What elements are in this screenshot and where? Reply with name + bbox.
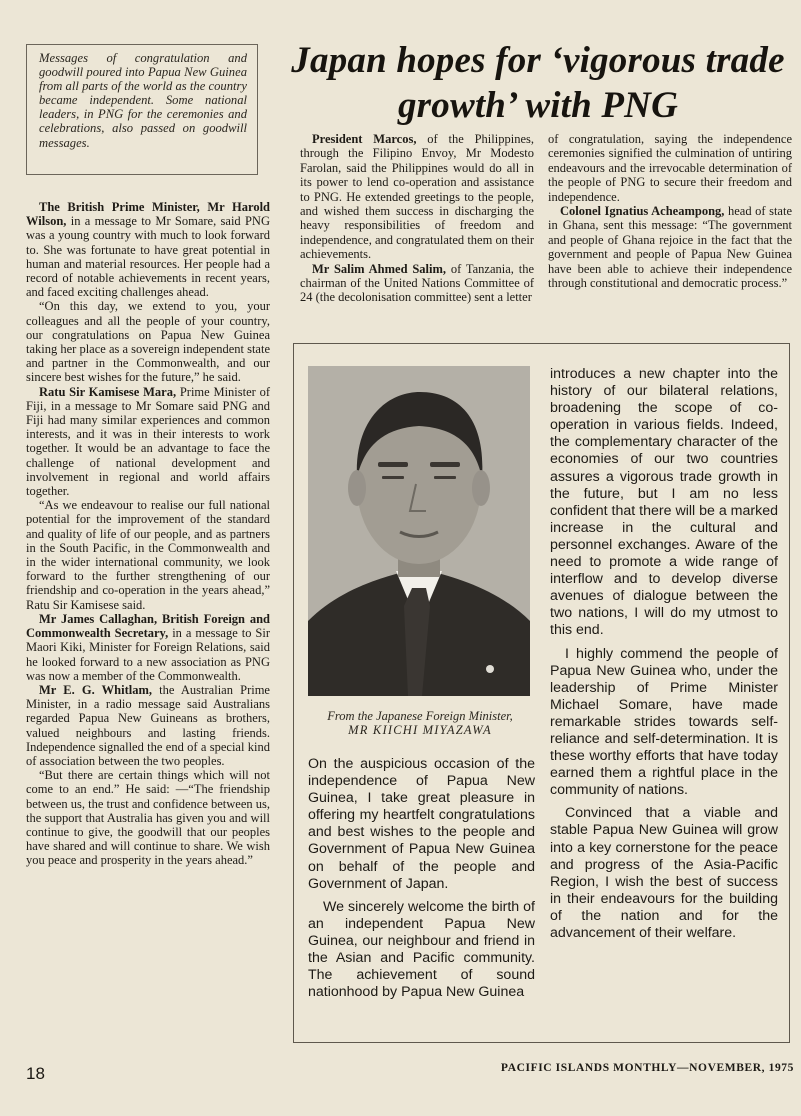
paragraph-text: of Tanzania, the chairman of the United Nations Committee of 24 (the decolonisation committee) sent a letter — [300, 261, 534, 305]
left-column — [26, 200, 270, 868]
running-footer: PACIFIC ISLANDS MONTHLY—NOVEMBER, 1975 — [500, 1062, 794, 1074]
paragraph-text: of the Philippines, through the Filipino Envoy, Mr Modesto Farolan, said the Philippines would do all in its power to lend co-operation and assistance to PNG. He extended greetings to the people, and wished them success in discharging the heavy responsibilities of freedom and independence, and congratulated them on their achievements. — [300, 132, 534, 262]
photo-caption — [304, 710, 536, 737]
paragraph-text: Prime Minister of Fiji, in a message to Mr Somare said PNG and Fiji had many similar experiences and common interests, and it was in their interests to work together. It would be an advantage to face the challenge of national development and involvement in regional and world affairs together. — [26, 384, 270, 499]
paragraph — [26, 200, 270, 299]
paragraph-text: in a message to Mr Somare, said PNG was a young country with much to look forward to. She was fortunate to have great potential in human and material resources. Her people had a record of notable achievements in recent years, and faced exciting challenges ahead. — [26, 214, 270, 300]
paragraph — [26, 683, 270, 768]
paragraph: Convinced that a viable and stable Papua New Guinea will grow into a key cornerstone for the peace and progress of the Asia-Pacific Region, I wish the best of success in their endeavours for the building of the nation and for the advancement of their welfare. — [550, 805, 778, 941]
paragraph — [548, 132, 792, 204]
paragraph: On the auspicious occasion of the independence of Papua New Guinea, I take great pleasure in offering my heartfelt congratulations and best wishes to the people and Government of Papua New Guinea on behalf of the people and Government of Japan. — [308, 756, 535, 892]
paragraph — [548, 204, 792, 290]
paragraph-text: in a message to Sir Maori Kiki, Minister for Foreign Relations, said he looked forward to a new association as PNG was now a member of the Commonwealth. — [26, 626, 270, 683]
speaker-name: Ratu Sir Kamisese Mara, — [39, 384, 177, 399]
article-headline: Japan hopes for ‘vigorous trade growth’ with PNG — [291, 40, 785, 126]
speaker-name: Colonel Ignatius Acheampong, — [560, 204, 725, 219]
caption-title: From the Japanese Foreign Minister, — [327, 709, 513, 723]
middle-column — [300, 132, 534, 305]
speaker-name: Mr E. G. Whitlam, — [39, 682, 153, 697]
paragraph — [26, 385, 270, 499]
paragraph — [26, 498, 270, 612]
speaker-name: Mr Salim Ahmed Salim, — [312, 261, 447, 276]
right-column — [548, 132, 792, 290]
paragraph-text: head of state in Ghana, sent this message: “The government and people of Ghana rejoice in the fact that the government and people of Papua New Guinea have been able to achieve their independence through constitutional and democratic process.” — [548, 204, 792, 291]
intro-text: Messages of congratulation and goodwill poured into Papua New Guinea from all parts of the world as the country became independent. Some national leaders, in PNG for the ceremonies and celebrations, also passed on goodwill messages. — [39, 51, 247, 150]
paragraph — [26, 299, 270, 384]
paragraph-text: “But there are certain things which will not come to an end.” He said: —“The friendship between us, the trust and confidence between us, the support that Australia has given you and will continue to give, the goodwill that our peoples have shared and will continue to share. We wish you peace and prosperity in the years ahead.” — [26, 768, 271, 868]
portrait-photo — [308, 366, 530, 696]
portrait-illustration — [308, 366, 530, 696]
message-text-right — [550, 366, 778, 942]
paragraph: I highly commend the people of Papua New Guinea who, under the leadership of Prime Minister Michael Somare, have made remarkable strides towards self-reliance and self-determination. It is these worthy efforts that have today earned them a rightful place in the community of nations. — [550, 645, 778, 799]
intro-box — [26, 44, 258, 175]
paragraph — [300, 262, 534, 305]
paragraph-text: “On this day, we extend to you, your colleagues and all the people of your country, our congratulations on Papua New Guinea taking her place as a sovereign independent state and partner in the Commonwealth, and our sincere best wishes for the future,” he said. — [26, 299, 271, 385]
paragraph-text: of congratulation, saying the independence ceremonies signified the culmination of untiring endeavours and the irrevocable determination of the people of PNG to secure their freedom and independence. — [548, 132, 792, 204]
paragraph — [26, 768, 270, 867]
page-number: 18 — [26, 1064, 45, 1083]
caption-name: MR KIICHI MIYAZAWA — [348, 722, 492, 737]
paragraph: introduces a new chapter into the history of our bilateral relations, broadening the scope of co-operation in various fields. Indeed, the complementary character of the economies of our two countries assures a vigorous trade growth in the future, but I am no less confident that there will be a marked increase in the cultural and personnel exchanges. Aware of the need to promote a wide range of interflow and to develop diverse avenues of dialogue between the two nations, I will do my utmost to this end. — [550, 366, 778, 639]
paragraph-text: “As we endeavour to realise our full national potential for the improvement of the standard and quality of life of our people, and as partners in the South Pacific, in the Commonwealth and in the wider international community, we look forward to the further strengthening of our friendship and co-operation in the years ahead,” Ratu Sir Kamisese said. — [26, 498, 270, 612]
paragraph: We sincerely welcome the birth of an independent Papua New Guinea, our neighbour and friend in the Asian and Pacific community. The achievement of sound nationhood by Papua New Guinea — [308, 898, 535, 1001]
speaker-name: President Marcos, — [312, 132, 417, 146]
paragraph — [26, 612, 270, 683]
paragraph-text: the Australian Prime Minister, in a radio message said Australians regarded Papua New Guineans as brothers, valued neighbours and lasting friends. Independence signalled the end of a special kind of association between the two peoples. — [26, 682, 270, 768]
speaker-name: Mr James Callaghan, British Foreign and Commonwealth Secretary, — [26, 611, 270, 641]
paragraph — [300, 132, 534, 262]
speaker-name: The British Prime Minister, Mr Harold Wilson, — [26, 200, 270, 229]
message-text-left — [308, 756, 535, 1001]
